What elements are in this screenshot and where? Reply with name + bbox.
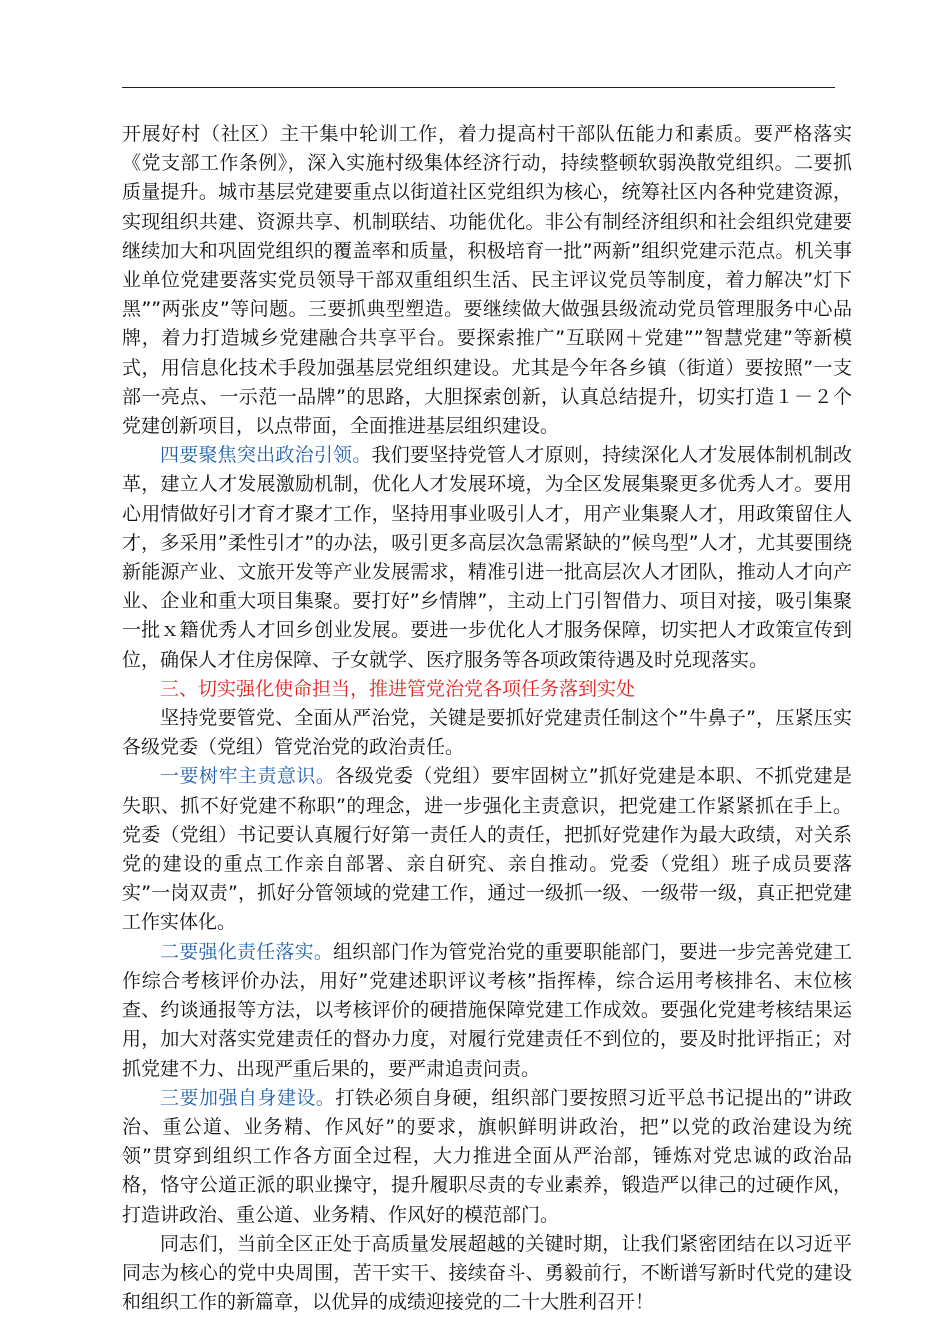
- paragraph-text: 坚持党要管党、全面从严治党，关键是要抓好党建责任制这个”牛鼻子”，压紧压实各级党委（党组）管党治党的政治责任。: [122, 707, 852, 759]
- header-rule: [122, 87, 835, 88]
- paragraph-text: 组织部门作为管党治党的重要职能部门，要进一步完善党建工作综合考核评价办法，用好”党建述职评议考核”指挥棒，综合运用考核排名、末位核查、约谈通报等方法，以考核评价的硬措施保障党建工作成效。要强化党建考核结果运用，加大对落实党建责任的督办力度，对履行党建责任不到位的，要及时批评指正；对抓党建不力、出现严重后果的，要严肃追责问责。: [122, 940, 852, 1080]
- paragraph-lead: 二要强化责任落实。: [160, 940, 334, 963]
- section-heading: [122, 675, 852, 704]
- paragraph-political-guidance: [122, 441, 852, 675]
- paragraph-text: 开展好村（社区）主干集中轮训工作，着力提高村干部队伍能力和素质。要严格落实《党支部工作条例》，深入实施村级集体经济行动，持续整顿软弱涣散党组织。二要抓质量提升。城市基层党建要重点以街道社区党组织为核心，统筹社区内各种党建资源，实现组织共建、资源共享、机制联结、功能优化。非公有制经济组织和社会组织党建要继续加大和巩固党组织的覆盖率和质量，积极培育一批”两新”组织党建示范点。机关事业单位党建要落实党员领导干部双重组织生活、民主评议党员等制度，着力解决”灯下黑””两张皮”等问题。三要抓典型塑造。要继续做大做强县级流动党员管理服务中心品牌，着力打造城乡党建融合共享平台。要探索推广”互联网＋党建””智慧党建”等新模式，用信息化技术手段加强基层党组织建设。尤其是今年各乡镇（街道）要按照”一支部一亮点、一示范一品牌”的思路，大胆探索创新，认真总结提升，切实打造１－２个党建创新项目，以点带面，全面推进基层组织建设。: [122, 123, 852, 438]
- paragraph-section-intro: [122, 704, 852, 762]
- paragraph-text: 同志们，当前全区正处于高质量发展超越的关键时期，让我们紧密团结在以习近平同志为核心的党中央周围，苦干实干、接续奋斗、勇毅前行，不断谱写新时代党的建设和组织工作的新篇章，以优异的成绩迎接党的二十大胜利召开！: [122, 1232, 852, 1314]
- document-body: [122, 120, 852, 1317]
- paragraph-self-building: [122, 1084, 852, 1230]
- paragraph-closing: [122, 1230, 852, 1318]
- paragraph-text: 各级党委（党组）要牢固树立”抓好党建是本职、不抓党建是失职、抓不好党建不称职”的理念，进一步强化主责意识，把党建工作紧紧抓在手上。党委（党组）书记要认真履行好第一责任人的责任，把抓好党建作为最大政绩，对关系党的建设的重点工作亲自部署、亲自研究、亲自推动。党委（党组）班子成员要落实”一岗双责”，抓好分管领域的党建工作，通过一级抓一级、一级带一级，真正把党建工作实体化。: [122, 765, 852, 934]
- paragraph-lead: 三要加强自身建设。: [160, 1086, 336, 1109]
- paragraph-responsibility-awareness: [122, 762, 852, 937]
- paragraph-text: 打铁必须自身硬，组织部门要按照习近平总书记提出的”讲政治、重公道、业务精、作风好”的要求，旗帜鲜明讲政治，把”以党的政治建设为统领”贯穿到组织工作各方面全过程，大力推进全面从严治部，锤炼对党忠诚的政治品格，恪守公道正派的职业操守，提升履职尽责的专业素养，锻造严以律己的过硬作风，打造讲政治、重公道、业务精、作风好的模范部门。: [122, 1086, 852, 1226]
- paragraph-text: 我们要坚持党管人才原则，持续深化人才发展体制机制改革，建立人才发展激励机制，优化人才发展环境，为全区发展集聚更多优秀人才。要用心用情做好引才育才聚才工作，坚持用事业吸引人才，用产业集聚人才，用政策留住人才，多采用”柔性引才”的办法，吸引更多高层次急需紧缺的”候鸟型”人才，尤其要围绕新能源产业、文旅开发等产业发展需求，精准引进一批高层次人才团队，推动人才向产业、企业和重大项目集聚。要打好”乡情牌”，主动上门引智借力、项目对接，吸引集聚一批ｘ籍优秀人才回乡创业发展。要进一步优化人才服务保障，切实把人才政策宣传到位，确保人才住房保障、子女就学、医疗服务等各项政策待遇及时兑现落实。: [122, 444, 852, 671]
- paragraph-continuation: [122, 120, 852, 441]
- paragraph-lead: 四要聚焦突出政治引领。: [160, 444, 372, 467]
- paragraph-lead: 一要树牢主责意识。: [160, 765, 336, 788]
- paragraph-responsibility-implementation: [122, 938, 852, 1084]
- section-heading-text: 三、切实强化使命担当，推进管党治党各项任务落到实处: [160, 677, 636, 700]
